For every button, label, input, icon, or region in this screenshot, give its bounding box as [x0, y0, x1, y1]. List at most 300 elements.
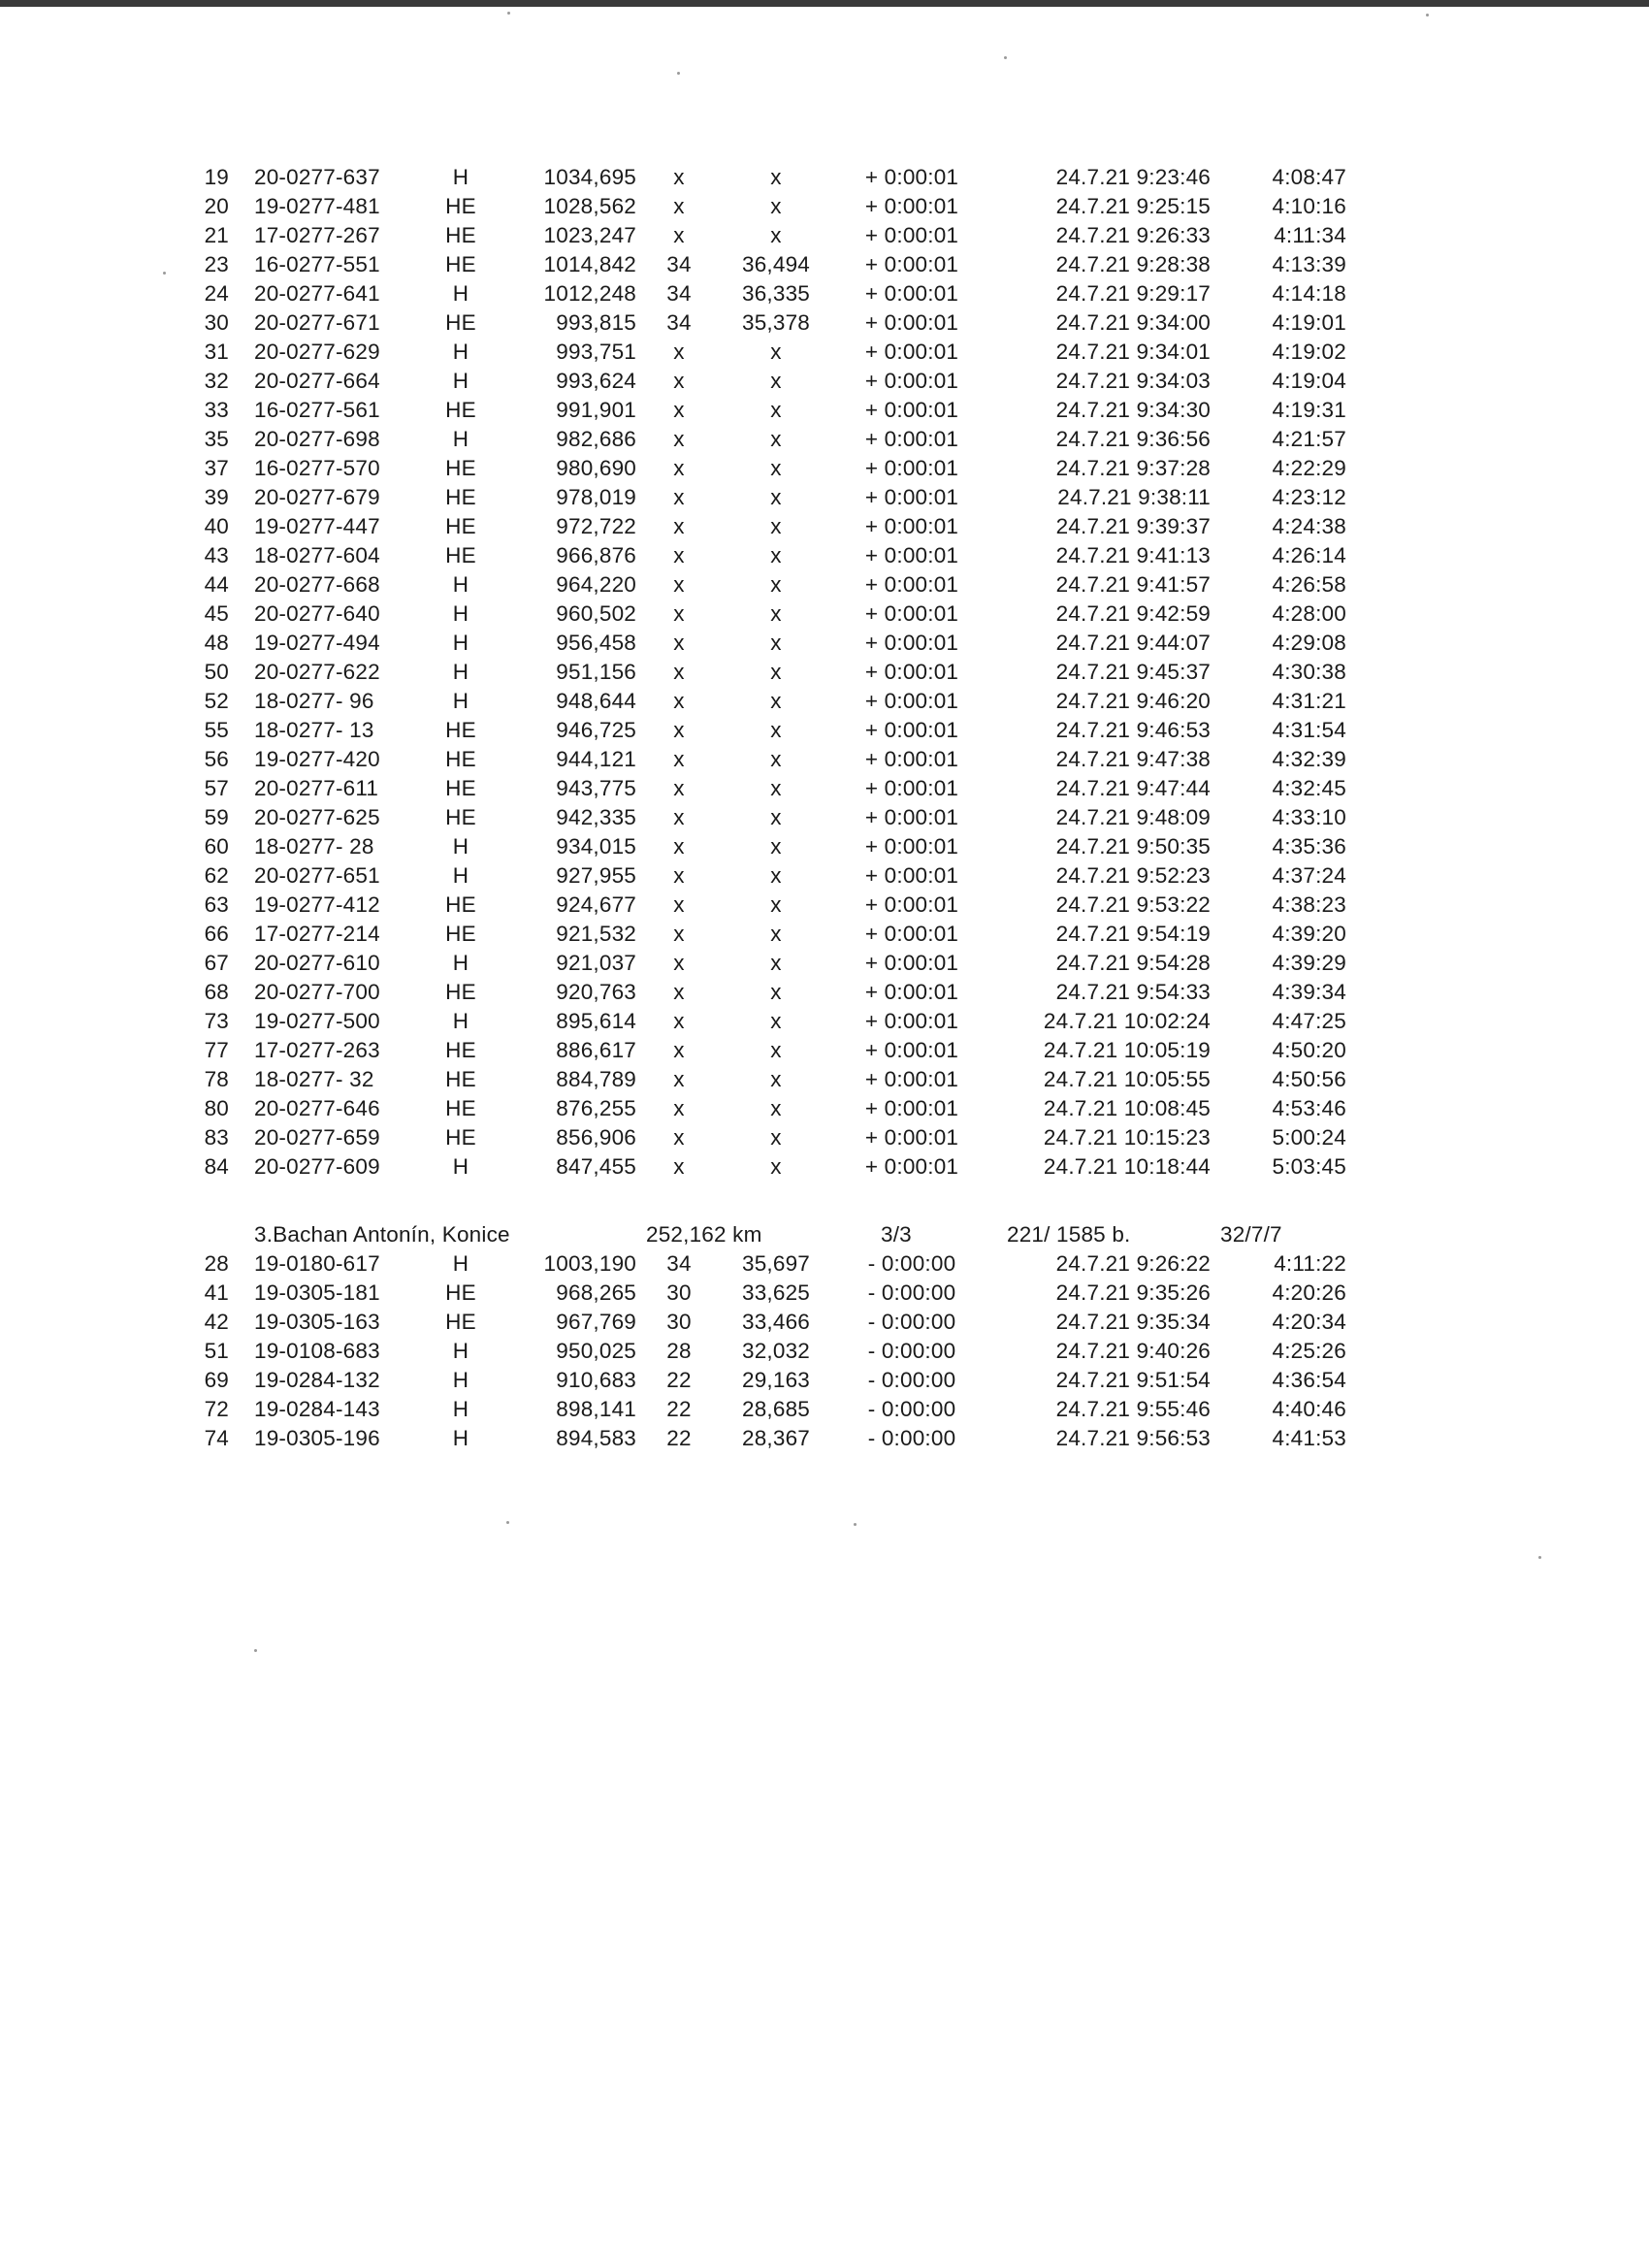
points-b: 35,697	[741, 1251, 811, 1276]
arrival-time: 24.7.21 10:08:45	[1043, 1096, 1211, 1120]
owner-header	[0, 1220, 1649, 1249]
flight-time: 4:11:22	[1274, 1251, 1346, 1276]
placing-number: 28	[204, 1251, 229, 1276]
sex-code: H	[452, 601, 469, 626]
sex-code: H	[452, 834, 469, 859]
result-row	[0, 920, 1649, 949]
ring-number: 20-0277-629	[254, 340, 380, 364]
result-row	[0, 367, 1649, 396]
arrival-time: 24.7.21 9:26:33	[1055, 223, 1211, 247]
flight-time: 4:35:36	[1272, 834, 1346, 859]
sex-code: HE	[445, 223, 476, 247]
points-a: x	[673, 514, 685, 538]
result-row	[0, 949, 1649, 978]
sex-code: HE	[445, 485, 476, 509]
result-row	[0, 803, 1649, 832]
ring-number: 20-0277-637	[254, 165, 380, 189]
placing-number: 43	[204, 543, 229, 567]
points-b: x	[770, 747, 782, 771]
ring-number: 20-0277-622	[254, 660, 380, 684]
clock-correction: - 0:00:00	[867, 1426, 956, 1450]
clock-correction: + 0:00:01	[864, 340, 959, 364]
ring-number: 18-0277- 32	[254, 1067, 374, 1091]
ring-number: 20-0277-700	[254, 980, 380, 1004]
points-a: x	[673, 805, 685, 829]
flight-time: 4:20:34	[1272, 1310, 1346, 1334]
flight-time: 4:29:08	[1272, 631, 1346, 655]
ring-number: 20-0277-668	[254, 572, 380, 597]
points-b: x	[770, 456, 782, 480]
flight-time: 4:14:18	[1272, 281, 1346, 306]
clock-correction: + 0:00:01	[864, 689, 959, 713]
placing-number: 63	[204, 892, 229, 917]
placing-number: 41	[204, 1280, 229, 1305]
points-b: x	[770, 1154, 782, 1179]
sex-code: HE	[445, 892, 476, 917]
result-row	[0, 163, 1649, 192]
placing-number: 80	[204, 1096, 229, 1120]
clock-correction: + 0:00:01	[864, 1154, 959, 1179]
ring-number: 20-0277-664	[254, 369, 380, 393]
arrival-time: 24.7.21 9:26:22	[1055, 1251, 1211, 1276]
ring-number: 18-0277-604	[254, 543, 380, 567]
arrival-time: 24.7.21 9:42:59	[1055, 601, 1211, 626]
clock-correction: + 0:00:01	[864, 980, 959, 1004]
arrival-time: 24.7.21 9:41:57	[1055, 572, 1211, 597]
clock-correction: + 0:00:01	[864, 1038, 959, 1062]
points-a: x	[673, 194, 685, 218]
result-row	[0, 454, 1649, 483]
arrival-time: 24.7.21 9:53:22	[1055, 892, 1211, 917]
velocity: 1003,190	[543, 1251, 636, 1276]
result-row	[0, 716, 1649, 745]
velocity: 942,335	[556, 805, 636, 829]
placing-number: 19	[204, 165, 229, 189]
clock-correction: + 0:00:01	[864, 514, 959, 538]
placing-number: 45	[204, 601, 229, 626]
result-row	[0, 687, 1649, 716]
clock-correction: + 0:00:01	[864, 922, 959, 946]
placing-number: 77	[204, 1038, 229, 1062]
scan-top-edge	[0, 0, 1649, 7]
placing-number: 73	[204, 1009, 229, 1033]
placing-number: 72	[204, 1397, 229, 1421]
ring-number: 19-0305-163	[254, 1310, 380, 1334]
clock-correction: - 0:00:00	[867, 1310, 956, 1334]
arrival-time: 24.7.21 9:55:46	[1055, 1397, 1211, 1421]
placing-number: 20	[204, 194, 229, 218]
clock-correction: + 0:00:01	[864, 601, 959, 626]
flight-time: 4:19:01	[1272, 310, 1346, 335]
points-a: x	[673, 1096, 685, 1120]
flight-time: 5:03:45	[1272, 1154, 1346, 1179]
clock-correction: + 0:00:01	[864, 1125, 959, 1150]
scan-speck	[677, 72, 680, 75]
placing-number: 51	[204, 1339, 229, 1363]
placing-number: 39	[204, 485, 229, 509]
placing-number: 24	[204, 281, 229, 306]
flight-time: 4:39:34	[1272, 980, 1346, 1004]
points-b: x	[770, 601, 782, 626]
sex-code: HE	[445, 922, 476, 946]
points-b: 35,378	[741, 310, 811, 335]
ring-number: 16-0277-551	[254, 252, 380, 276]
result-row	[0, 1249, 1649, 1279]
clock-correction: + 0:00:01	[864, 485, 959, 509]
points-a: x	[673, 1067, 685, 1091]
sex-code: HE	[445, 1280, 476, 1305]
velocity: 991,901	[556, 398, 636, 422]
velocity: 946,725	[556, 718, 636, 742]
points-b: x	[770, 485, 782, 509]
clock-correction: + 0:00:01	[864, 863, 959, 888]
arrival-time: 24.7.21 9:29:17	[1055, 281, 1211, 306]
velocity: 966,876	[556, 543, 636, 567]
scan-speck	[1426, 14, 1429, 16]
flight-time: 4:20:26	[1272, 1280, 1346, 1305]
points-b: 28,685	[741, 1397, 811, 1421]
velocity: 876,255	[556, 1096, 636, 1120]
velocity: 898,141	[556, 1397, 636, 1421]
flight-time: 4:47:25	[1272, 1009, 1346, 1033]
points-a: x	[673, 660, 685, 684]
sex-code: HE	[445, 1038, 476, 1062]
clock-correction: - 0:00:00	[867, 1339, 956, 1363]
result-row	[0, 541, 1649, 570]
points-a: x	[673, 951, 685, 975]
points-a: x	[673, 718, 685, 742]
ring-number: 19-0108-683	[254, 1339, 380, 1363]
scan-speck	[1004, 56, 1007, 59]
sex-code: H	[452, 1251, 469, 1276]
ring-number: 20-0277-698	[254, 427, 380, 451]
placing-number: 33	[204, 398, 229, 422]
ring-number: 20-0277-609	[254, 1154, 380, 1179]
placing-number: 44	[204, 572, 229, 597]
flight-time: 4:28:00	[1272, 601, 1346, 626]
scan-speck	[854, 1523, 857, 1526]
result-row	[0, 774, 1649, 803]
clock-correction: + 0:00:01	[864, 223, 959, 247]
arrival-time: 24.7.21 9:34:00	[1055, 310, 1211, 335]
points-a: x	[673, 340, 685, 364]
velocity: 980,690	[556, 456, 636, 480]
points-a: x	[673, 980, 685, 1004]
velocity: 964,220	[556, 572, 636, 597]
flight-time: 4:37:24	[1272, 863, 1346, 888]
sex-code: H	[452, 572, 469, 597]
result-row	[0, 1123, 1649, 1152]
velocity: 968,265	[556, 1280, 636, 1305]
result-row	[0, 1337, 1649, 1366]
velocity: 1028,562	[543, 194, 636, 218]
arrival-time: 24.7.21 10:05:19	[1043, 1038, 1211, 1062]
arrival-time: 24.7.21 10:02:24	[1043, 1009, 1211, 1033]
results-sheet	[0, 163, 1649, 1453]
placing-number: 35	[204, 427, 229, 451]
points-a: 30	[666, 1280, 692, 1305]
placing-number: 52	[204, 689, 229, 713]
points-a: x	[673, 834, 685, 859]
ring-number: 19-0277-494	[254, 631, 380, 655]
placing-number: 55	[204, 718, 229, 742]
sex-code: HE	[445, 1125, 476, 1150]
clock-correction: + 0:00:01	[864, 165, 959, 189]
points-b: x	[770, 689, 782, 713]
result-row	[0, 1007, 1649, 1036]
velocity: 951,156	[556, 660, 636, 684]
result-row	[0, 308, 1649, 338]
clock-correction: + 0:00:01	[864, 834, 959, 859]
ring-number: 19-0180-617	[254, 1251, 380, 1276]
ring-number: 16-0277-561	[254, 398, 380, 422]
sex-code: HE	[445, 456, 476, 480]
placing-number: 62	[204, 863, 229, 888]
result-row	[0, 1065, 1649, 1094]
velocity: 944,121	[556, 747, 636, 771]
points-a: 34	[666, 281, 692, 306]
velocity: 1014,842	[543, 252, 636, 276]
velocity: 993,751	[556, 340, 636, 364]
sex-code: H	[452, 1339, 469, 1363]
result-row	[0, 1152, 1649, 1182]
result-row	[0, 978, 1649, 1007]
clock-correction: + 0:00:01	[864, 398, 959, 422]
points-a: 34	[666, 310, 692, 335]
points-b: 36,494	[741, 252, 811, 276]
flight-time: 4:39:20	[1272, 922, 1346, 946]
placing-number: 23	[204, 252, 229, 276]
ring-number: 19-0305-196	[254, 1426, 380, 1450]
flight-time: 4:26:58	[1272, 572, 1346, 597]
arrival-time: 24.7.21 9:23:46	[1055, 165, 1211, 189]
ring-number: 18-0277- 96	[254, 689, 374, 713]
sex-code: HE	[445, 980, 476, 1004]
arrival-time: 24.7.21 9:35:34	[1055, 1310, 1211, 1334]
ring-number: 20-0277-651	[254, 863, 380, 888]
ring-number: 20-0277-625	[254, 805, 380, 829]
arrival-time: 24.7.21 9:47:44	[1055, 776, 1211, 800]
points-b: x	[770, 543, 782, 567]
arrival-time: 24.7.21 9:47:38	[1055, 747, 1211, 771]
placing-number: 42	[204, 1310, 229, 1334]
velocity: 950,025	[556, 1339, 636, 1363]
flight-time: 5:00:24	[1272, 1125, 1346, 1150]
arrival-time: 24.7.21 9:50:35	[1055, 834, 1211, 859]
velocity: 927,955	[556, 863, 636, 888]
velocity: 993,815	[556, 310, 636, 335]
flight-time: 4:36:54	[1272, 1368, 1346, 1392]
arrival-time: 24.7.21 9:54:19	[1055, 922, 1211, 946]
sex-code: H	[452, 1426, 469, 1450]
placing-number: 21	[204, 223, 229, 247]
sex-code: H	[452, 340, 469, 364]
sex-code: H	[452, 427, 469, 451]
placing-number: 57	[204, 776, 229, 800]
arrival-time: 24.7.21 9:41:13	[1055, 543, 1211, 567]
clock-correction: + 0:00:01	[864, 1009, 959, 1033]
velocity: 921,037	[556, 951, 636, 975]
results-table-owner-2	[0, 1249, 1649, 1453]
flight-time: 4:19:04	[1272, 369, 1346, 393]
clock-correction: - 0:00:00	[867, 1280, 956, 1305]
points-b: x	[770, 1009, 782, 1033]
ring-number: 19-0277-420	[254, 747, 380, 771]
points-b: x	[770, 660, 782, 684]
result-row	[0, 1279, 1649, 1308]
points-b: x	[770, 834, 782, 859]
points-b: 33,466	[741, 1310, 811, 1334]
points-a: x	[673, 1038, 685, 1062]
points-b: x	[770, 718, 782, 742]
result-row	[0, 512, 1649, 541]
points-a: x	[673, 922, 685, 946]
points-b: 32,032	[741, 1339, 811, 1363]
arrival-time: 24.7.21 9:51:54	[1055, 1368, 1211, 1392]
points-b: 33,625	[741, 1280, 811, 1305]
points-a: x	[673, 747, 685, 771]
clock-correction: + 0:00:01	[864, 572, 959, 597]
arrival-time: 24.7.21 9:46:53	[1055, 718, 1211, 742]
sex-code: HE	[445, 543, 476, 567]
points-a: 22	[666, 1368, 692, 1392]
flight-time: 4:30:38	[1272, 660, 1346, 684]
placing-number: 48	[204, 631, 229, 655]
clock-correction: + 0:00:01	[864, 369, 959, 393]
owner-ratio: 3/3	[881, 1222, 912, 1247]
placing-number: 66	[204, 922, 229, 946]
result-row	[0, 483, 1649, 512]
velocity: 982,686	[556, 427, 636, 451]
result-row	[0, 221, 1649, 250]
ring-number: 19-0277-447	[254, 514, 380, 538]
flight-time: 4:50:20	[1272, 1038, 1346, 1062]
velocity: 978,019	[556, 485, 636, 509]
arrival-time: 24.7.21 9:54:33	[1055, 980, 1211, 1004]
flight-time: 4:39:29	[1272, 951, 1346, 975]
flight-time: 4:23:12	[1272, 485, 1346, 509]
placing-number: 30	[204, 310, 229, 335]
sex-code: H	[452, 165, 469, 189]
result-row	[0, 192, 1649, 221]
sex-code: H	[452, 689, 469, 713]
flight-time: 4:25:26	[1272, 1339, 1346, 1363]
points-b: x	[770, 922, 782, 946]
placing-number: 83	[204, 1125, 229, 1150]
result-row	[0, 570, 1649, 599]
points-a: x	[673, 601, 685, 626]
flight-time: 4:32:39	[1272, 747, 1346, 771]
points-b: x	[770, 805, 782, 829]
velocity: 1023,247	[543, 223, 636, 247]
ring-number: 20-0277-659	[254, 1125, 380, 1150]
ring-number: 17-0277-267	[254, 223, 380, 247]
points-a: x	[673, 892, 685, 917]
velocity: 948,644	[556, 689, 636, 713]
velocity: 856,906	[556, 1125, 636, 1150]
scan-speck	[254, 1649, 257, 1652]
arrival-time: 24.7.21 9:34:01	[1055, 340, 1211, 364]
sex-code: HE	[445, 514, 476, 538]
ring-number: 19-0277-481	[254, 194, 380, 218]
points-b: x	[770, 951, 782, 975]
result-row	[0, 629, 1649, 658]
points-b: 29,163	[741, 1368, 811, 1392]
sex-code: HE	[445, 1096, 476, 1120]
result-row	[0, 861, 1649, 891]
result-row	[0, 1424, 1649, 1453]
flight-time: 4:31:54	[1272, 718, 1346, 742]
arrival-time: 24.7.21 9:37:28	[1055, 456, 1211, 480]
points-a: 28	[666, 1339, 692, 1363]
sex-code: H	[452, 1368, 469, 1392]
velocity: 967,769	[556, 1310, 636, 1334]
points-a: x	[673, 485, 685, 509]
sex-code: HE	[445, 776, 476, 800]
points-b: x	[770, 1067, 782, 1091]
points-b: x	[770, 514, 782, 538]
velocity: 847,455	[556, 1154, 636, 1179]
velocity: 921,532	[556, 922, 636, 946]
result-row	[0, 1366, 1649, 1395]
placing-number: 50	[204, 660, 229, 684]
sex-code: H	[452, 863, 469, 888]
arrival-time: 24.7.21 9:54:28	[1055, 951, 1211, 975]
arrival-time: 24.7.21 10:05:55	[1043, 1067, 1211, 1091]
result-row	[0, 891, 1649, 920]
velocity: 993,624	[556, 369, 636, 393]
points-a: 30	[666, 1310, 692, 1334]
clock-correction: + 0:00:01	[864, 631, 959, 655]
clock-correction: - 0:00:00	[867, 1251, 956, 1276]
clock-correction: + 0:00:01	[864, 1067, 959, 1091]
arrival-time: 24.7.21 9:35:26	[1055, 1280, 1211, 1305]
clock-correction: + 0:00:01	[864, 951, 959, 975]
arrival-time: 24.7.21 9:52:23	[1055, 863, 1211, 888]
sex-code: HE	[445, 194, 476, 218]
arrival-time: 24.7.21 9:25:15	[1055, 194, 1211, 218]
clock-correction: + 0:00:01	[864, 718, 959, 742]
points-b: x	[770, 1038, 782, 1062]
placing-number: 59	[204, 805, 229, 829]
points-a: x	[673, 456, 685, 480]
placing-number: 40	[204, 514, 229, 538]
flight-time: 4:08:47	[1272, 165, 1346, 189]
points-b: x	[770, 340, 782, 364]
result-row	[0, 250, 1649, 279]
placing-number: 74	[204, 1426, 229, 1450]
points-a: x	[673, 572, 685, 597]
points-b: x	[770, 223, 782, 247]
flight-time: 4:33:10	[1272, 805, 1346, 829]
result-row	[0, 1094, 1649, 1123]
points-b: x	[770, 631, 782, 655]
placing-number: 32	[204, 369, 229, 393]
ring-number: 17-0277-263	[254, 1038, 380, 1062]
sex-code: H	[452, 951, 469, 975]
arrival-time: 24.7.21 9:34:03	[1055, 369, 1211, 393]
flight-time: 4:19:02	[1272, 340, 1346, 364]
ring-number: 20-0277-610	[254, 951, 380, 975]
points-a: x	[673, 1009, 685, 1033]
result-row	[0, 279, 1649, 308]
points-a: x	[673, 1125, 685, 1150]
arrival-time: 24.7.21 9:34:30	[1055, 398, 1211, 422]
arrival-time: 24.7.21 9:56:53	[1055, 1426, 1211, 1450]
sex-code: H	[452, 631, 469, 655]
ring-number: 20-0277-611	[254, 776, 379, 800]
placing-number: 60	[204, 834, 229, 859]
